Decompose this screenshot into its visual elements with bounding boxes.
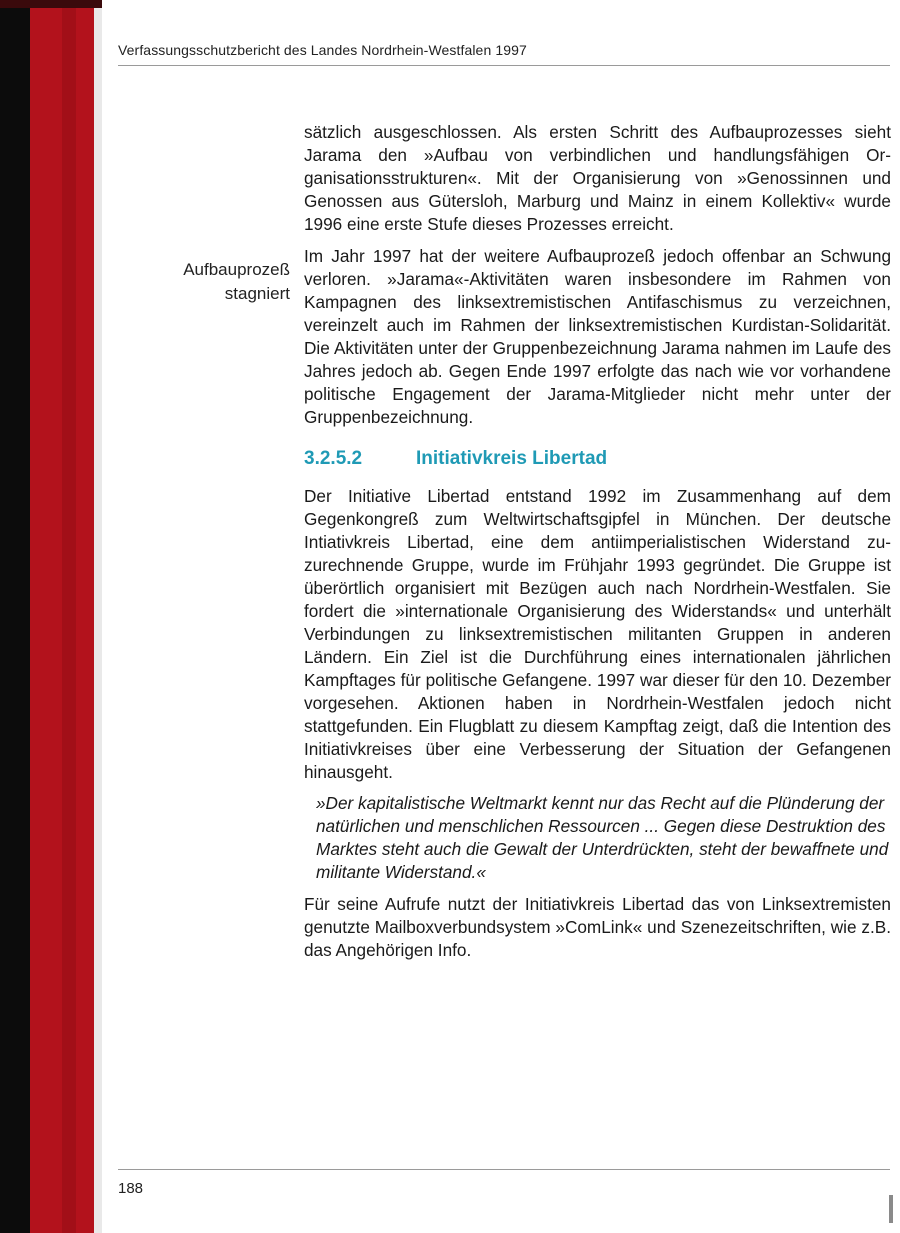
body-column [304, 121, 891, 962]
header-divider [118, 65, 890, 66]
margin-note [140, 258, 290, 306]
scan-edge-mark [889, 1195, 893, 1223]
paragraph-1: sätzlich ausgeschlossen. Als ersten Schritt des Aufbauprozesses sieht Jarama den »Aufbau von verbindlichen und handlungsfähigen Organisationsstrukturen«. Mit der Organisierung von »Genossinnen und Genossen aus Gütersloh, Marburg und Mainz in einem Kollektiv« wurde 1996 eine erste Stufe dieses Prozesses erreicht. [304, 122, 891, 234]
paragraph-2: Im Jahr 1997 hat der weitere Aufbauprozeß jedoch offenbar an Schwung verloren. »Jarama«-Aktivitäten waren insbesondere im Rahmen von Kampagnen des linksextremistischen Antifaschismus zu verzeichnen, vereinzelt auch im Rahmen der linksextremistischen Kurdistan-Solidarität. Die Aktivitäten unter der Gruppenbezeichnung Jarama nahmen im Laufe des Jahres jedoch ab. Gegen Ende 1997 erfolgte das nach wie vor vorhandene politische Engagement der Jarama-Mitglieder nicht mehr unter der Gruppenbezeichnung. [304, 246, 891, 427]
block-quote: »Der kapitalistische Weltmarkt kennt nur das Recht auf die Plünderung der natürlichen und menschlichen Ressourcen ... Gegen diese Destruktion des Marktes steht auch die Gewalt der Unterdrückten, steht der bewaffnete und militante Widerstand.« [316, 793, 889, 882]
page-number: 188 [118, 1180, 144, 1197]
paragraph-3: Der Initiative Libertad entstand 1992 im Zusammenhang auf dem Gegenkongreß zum Weltwirtschaftsgipfel in München. Der deutsche Intiativkreis Libertad, eine dem antiimperialistischen Widerstand zuzurechnende Gruppe, wurde im Frühjahr 1993 gegründet. Die Gruppe ist überörtlich organisiert mit Bezügen auch nach Nordrhein-Westfalen. Sie fordert die »internationale Organisierung des Widerstands« und unterhält Verbindungen zu linksextremistischen militanten Gruppen in anderen Ländern. Ein Ziel ist die Durchführung eines internationalen jährlichen Kampftages für politische Gefangene. 1997 war dieser für den 10. Dezember vorgesehen. Aktionen haben in Nordrhein-Westfalen jedoch nicht stattgefunden. Ein Flugblatt zu diesem Kampftag zeigt, daß die Intention des Initiativkreises über eine Verbesserung der Situation der Gefangenen hinausgeht. [304, 486, 891, 782]
paragraph-4: Für seine Aufrufe nutzt der Initiativkreis Libertad das von Linksextremisten genutzte Mailboxverbundsystem »ComLink« und Szenezeitschriften, wie z.B. das Angehörigen Info. [304, 894, 891, 960]
section-number: 3.2.5.2 [304, 448, 363, 469]
book-spine-top [0, 0, 102, 8]
running-header: Verfassungsschutzbericht des Landes Nordrhein-Westfalen 1997 [118, 42, 527, 58]
book-spine-black-band [0, 0, 30, 1233]
book-spine-shade [62, 0, 76, 1233]
footer-divider [118, 1169, 890, 1170]
margin-note-line-2: stagniert [224, 284, 290, 303]
page-edge [94, 0, 102, 1233]
margin-note-line-1: Aufbauprozeß [183, 260, 290, 279]
section-heading [304, 447, 891, 471]
section-title: Initiativkreis Libertad [416, 448, 608, 469]
